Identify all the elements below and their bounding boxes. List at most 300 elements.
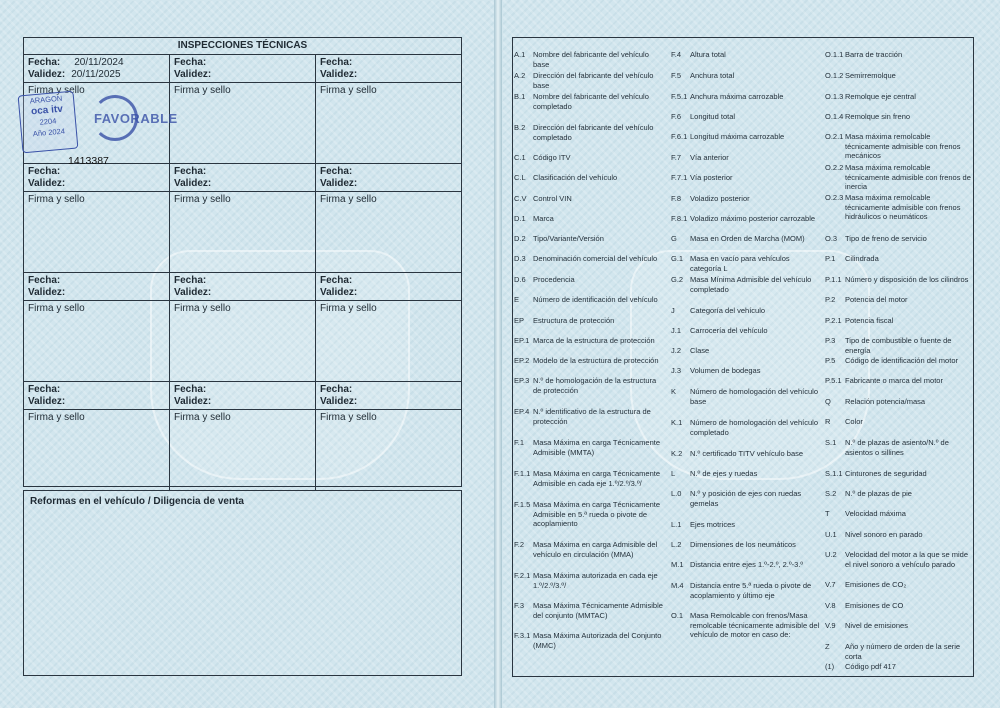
code-description: Distancia entre 5.ª rueda o pivote de acoplamiento y último eje bbox=[690, 581, 812, 600]
code-description: Velocidad máxima bbox=[845, 509, 906, 518]
code-description: Masa en vacío para vehículos categoría L bbox=[690, 254, 790, 273]
code-id: R bbox=[825, 417, 831, 426]
code-entry bbox=[824, 132, 975, 161]
code-entry bbox=[513, 601, 669, 620]
fecha-label: Fecha: bbox=[174, 275, 207, 286]
code-description: Número de homologación del vehículo base bbox=[690, 387, 818, 406]
code-id: P.2 bbox=[825, 295, 836, 304]
code-id: P.1.1 bbox=[825, 275, 842, 284]
code-description: Masa Remolcable con frenos/Masa remolcable técnicamente admisible del vehículo de motor en caso de: bbox=[690, 611, 820, 639]
firma-label: Firma y sello bbox=[320, 303, 377, 314]
code-id: T bbox=[825, 509, 830, 518]
code-id: F.4 bbox=[671, 50, 682, 59]
code-id: D.6 bbox=[514, 275, 526, 284]
code-entry bbox=[513, 173, 669, 183]
code-entry bbox=[670, 611, 823, 640]
code-description: Nombre del fabricante del vehículo base bbox=[533, 50, 649, 69]
code-description: Longitud máxima carrozable bbox=[690, 132, 785, 141]
code-entry bbox=[513, 469, 669, 488]
code-description: Denominación comercial del vehículo bbox=[533, 254, 658, 263]
code-entry bbox=[513, 540, 669, 559]
code-entry bbox=[824, 193, 975, 222]
code-description: Masa en Orden de Marcha (MOM) bbox=[690, 234, 805, 243]
validez-label: Validez: bbox=[320, 396, 358, 407]
code-entry bbox=[513, 376, 669, 395]
code-description: Distancia entre ejes 1.º-2.º, 2.º-3.º bbox=[690, 560, 804, 569]
code-description: Carrocería del vehículo bbox=[690, 326, 768, 335]
code-description: N.º de plazas de pie bbox=[845, 489, 912, 498]
code-id: E bbox=[514, 295, 520, 304]
stamp-number: 2204 bbox=[39, 116, 57, 127]
code-id: A.2 bbox=[514, 71, 526, 80]
code-description: Velocidad del motor a la que se mide el nivel sonoro a vehículo parado bbox=[845, 550, 968, 569]
validez-label: Validez: bbox=[320, 287, 358, 298]
code-description: N.º identificativo de la estructura de protección bbox=[533, 407, 651, 426]
stamp-result: FAVORABLE bbox=[94, 111, 178, 126]
code-description: Voladizo máximo posterior carrozable bbox=[690, 214, 816, 223]
inspection-cell bbox=[170, 164, 316, 272]
code-entry bbox=[670, 306, 823, 316]
code-description: Masa Máxima Autorizada del Conjunto (MMC) bbox=[533, 631, 662, 650]
code-id: F.8.1 bbox=[671, 214, 688, 223]
code-entry bbox=[670, 275, 823, 294]
code-description: Procedencia bbox=[533, 275, 575, 284]
code-entry bbox=[513, 295, 669, 305]
code-id: B.1 bbox=[514, 92, 526, 101]
code-description: Número y disposición de los cilindros bbox=[845, 275, 969, 284]
code-id: EP.1 bbox=[514, 336, 530, 345]
code-id: EP.2 bbox=[514, 356, 530, 365]
code-description: Volumen de bodegas bbox=[690, 366, 761, 375]
code-id: F.6 bbox=[671, 112, 682, 121]
code-description: Altura total bbox=[690, 50, 726, 59]
code-id: M.4 bbox=[671, 581, 684, 590]
firma-label: Firma y sello bbox=[320, 194, 377, 205]
fecha-label: Fecha: bbox=[28, 57, 61, 68]
code-entry bbox=[513, 254, 669, 264]
code-description: Dirección del fabricante del vehículo base bbox=[533, 71, 654, 90]
code-description: Masa Mínima Admisible del vehículo completado bbox=[690, 275, 812, 294]
code-description: Número de identificación del vehículo bbox=[533, 295, 658, 304]
code-id: F.1 bbox=[514, 438, 525, 447]
code-id: P.3 bbox=[825, 336, 836, 345]
code-entry bbox=[670, 71, 823, 81]
code-entry bbox=[824, 489, 975, 499]
code-entry bbox=[670, 489, 823, 508]
code-description: N.º de ejes y ruedas bbox=[690, 469, 758, 478]
firma-label: Firma y sello bbox=[174, 194, 231, 205]
code-entry bbox=[670, 366, 823, 376]
code-entry bbox=[670, 520, 823, 530]
stamp-reference: 1413387 bbox=[68, 155, 109, 167]
code-entry bbox=[513, 336, 669, 346]
code-description: Cinturones de seguridad bbox=[845, 469, 927, 478]
code-entry bbox=[670, 418, 823, 437]
code-description: Color bbox=[845, 417, 863, 426]
inspection-row bbox=[24, 55, 461, 167]
code-description: Barra de tracción bbox=[845, 50, 903, 59]
code-id: O.1.3 bbox=[825, 92, 844, 101]
code-description: Masa Máxima en carga Técnicamente Admisible en 5.ª rueda o pivote de acoplamiento bbox=[533, 500, 661, 528]
code-entry bbox=[513, 234, 669, 244]
code-id: V.8 bbox=[825, 601, 836, 610]
code-id: U.1 bbox=[825, 530, 837, 539]
code-entry bbox=[670, 153, 823, 163]
code-description: Estructura de protección bbox=[533, 316, 615, 325]
code-id: F.1.5 bbox=[514, 500, 531, 509]
code-description: Emisiones de CO₂ bbox=[845, 580, 907, 589]
code-id: F.8 bbox=[671, 194, 682, 203]
code-description: Código ITV bbox=[533, 153, 571, 162]
code-entry bbox=[670, 387, 823, 406]
code-description: Masa Máxima autorizada en cada eje 1.º/2.º/3.º/ bbox=[533, 571, 658, 590]
code-id: G.1 bbox=[671, 254, 684, 263]
stamp-region: ARAGON bbox=[29, 93, 63, 106]
code-id: O.1.4 bbox=[825, 112, 844, 121]
code-description: Masa Máxima Técnicamente Admisible del conjunto (MMTAC) bbox=[533, 601, 663, 620]
code-entry bbox=[824, 92, 975, 102]
code-id: F.7.1 bbox=[671, 173, 688, 182]
code-id: V.7 bbox=[825, 580, 836, 589]
code-description: Potencia fiscal bbox=[845, 316, 894, 325]
firma-label: Firma y sello bbox=[320, 412, 377, 423]
code-entry bbox=[824, 112, 975, 122]
code-id: O.2.2 bbox=[825, 163, 844, 172]
code-entry bbox=[824, 71, 975, 81]
code-id: F.3.1 bbox=[514, 631, 531, 640]
fecha-label: Fecha: bbox=[320, 166, 353, 177]
code-entry bbox=[513, 275, 669, 285]
inspection-cell bbox=[170, 382, 316, 491]
code-id: S.1.1 bbox=[825, 469, 843, 478]
code-entry bbox=[824, 642, 975, 661]
code-id: F.5 bbox=[671, 71, 682, 80]
firma-label: Firma y sello bbox=[174, 412, 231, 423]
code-description: Masa máxima remolcable técnicamente admisible con frenos de inercia bbox=[845, 163, 971, 191]
code-entry bbox=[824, 295, 975, 305]
code-id: F.7 bbox=[671, 153, 682, 162]
code-id: K.2 bbox=[671, 449, 683, 458]
code-id: O.1 bbox=[671, 611, 684, 620]
inspection-row bbox=[24, 164, 461, 273]
validez-label: Validez: bbox=[28, 396, 66, 407]
code-entry bbox=[670, 173, 823, 183]
code-description: Ejes motrices bbox=[690, 520, 736, 529]
fecha-label: Fecha: bbox=[28, 275, 61, 286]
fecha-value: 20/11/2024 bbox=[74, 57, 124, 68]
code-entry bbox=[670, 469, 823, 479]
reformas-box bbox=[23, 490, 462, 676]
code-entry bbox=[824, 234, 975, 244]
validez-label: Validez: bbox=[174, 396, 212, 407]
code-description: Tipo de freno de servicio bbox=[845, 234, 927, 243]
code-id: EP.3 bbox=[514, 376, 530, 385]
code-id: K bbox=[671, 387, 677, 396]
code-id: P.2.1 bbox=[825, 316, 842, 325]
code-entry bbox=[824, 356, 975, 366]
code-entry bbox=[670, 112, 823, 122]
code-id: F.5.1 bbox=[671, 92, 688, 101]
code-description: Clase bbox=[690, 346, 710, 355]
firma-label: Firma y sello bbox=[28, 85, 85, 96]
fecha-label: Fecha: bbox=[320, 57, 353, 68]
code-entry bbox=[824, 580, 975, 590]
code-id: C.V bbox=[514, 194, 527, 203]
code-id: P.1 bbox=[825, 254, 836, 263]
code-description: Tipo/Variante/Versión bbox=[533, 234, 604, 243]
code-description: Marca bbox=[533, 214, 554, 223]
code-description: Masa máxima remolcable técnicamente admisible con frenos hidráulicos o neumáticos bbox=[845, 193, 961, 221]
code-id: V.9 bbox=[825, 621, 836, 630]
code-entry bbox=[513, 407, 669, 426]
code-entry bbox=[824, 397, 975, 407]
code-entry bbox=[513, 356, 669, 366]
code-description: Marca de la estructura de protección bbox=[533, 336, 655, 345]
code-id: J bbox=[671, 306, 675, 315]
code-entry bbox=[824, 550, 975, 569]
code-entry bbox=[824, 336, 975, 355]
inspection-cell bbox=[316, 273, 461, 381]
code-description: Nombre del fabricante del vehículo completado bbox=[533, 92, 649, 111]
code-description: Masa Máxima en carga Técnicamente Admisible en cada eje 1.º/2.º/3.º/ bbox=[533, 469, 661, 488]
code-description: Dimensiones de los neumáticos bbox=[690, 540, 796, 549]
code-entry bbox=[670, 132, 823, 142]
code-id: O.1.1 bbox=[825, 50, 844, 59]
validez-label: Validez: bbox=[320, 69, 358, 80]
code-entry bbox=[824, 376, 975, 386]
fecha-label: Fecha: bbox=[174, 384, 207, 395]
code-id: O.1.2 bbox=[825, 71, 844, 80]
code-description: Longitud total bbox=[690, 112, 736, 121]
code-id: U.2 bbox=[825, 550, 837, 559]
code-entry bbox=[824, 662, 975, 672]
codes-legend bbox=[512, 37, 974, 677]
code-description: Potencia del motor bbox=[845, 295, 908, 304]
code-description: Vía posterior bbox=[690, 173, 733, 182]
code-entry bbox=[824, 50, 975, 60]
code-id: C.L bbox=[514, 173, 526, 182]
code-entry bbox=[670, 194, 823, 204]
code-description: Remolque sin freno bbox=[845, 112, 911, 121]
code-id: K.1 bbox=[671, 418, 683, 427]
code-id: L.0 bbox=[671, 489, 682, 498]
code-id: F.2.1 bbox=[514, 571, 531, 580]
code-entry bbox=[513, 71, 669, 90]
code-entry bbox=[824, 163, 975, 192]
page-fold bbox=[494, 0, 502, 708]
code-entry bbox=[513, 123, 669, 142]
inspection-cell bbox=[170, 55, 316, 163]
inspection-cell bbox=[170, 273, 316, 381]
code-id: J.3 bbox=[671, 366, 682, 375]
code-entry bbox=[824, 316, 975, 326]
validez-label: Validez: bbox=[174, 287, 212, 298]
code-id: P.5 bbox=[825, 356, 836, 365]
code-entry bbox=[824, 469, 975, 479]
validez-label: Validez: bbox=[174, 178, 212, 189]
code-description: Remolque eje central bbox=[845, 92, 916, 101]
code-description: Emisiones de CO bbox=[845, 601, 904, 610]
code-id: A.1 bbox=[514, 50, 526, 59]
code-description: Dirección del fabricante del vehículo completado bbox=[533, 123, 654, 142]
code-description: Código de identificación del motor bbox=[845, 356, 958, 365]
code-id: J.1 bbox=[671, 326, 682, 335]
validez-label: Validez: bbox=[28, 178, 66, 189]
inspection-cell bbox=[316, 382, 461, 491]
code-id: G bbox=[671, 234, 677, 243]
validez-label: Validez: bbox=[174, 69, 212, 80]
code-id: F.1.1 bbox=[514, 469, 531, 478]
validez-value: 20/11/2025 bbox=[71, 69, 121, 80]
inspecciones-title: INSPECCIONES TÉCNICAS bbox=[24, 38, 461, 55]
code-entry bbox=[670, 214, 823, 224]
inspection-cell bbox=[24, 382, 170, 491]
inspection-row bbox=[24, 382, 461, 491]
firma-label: Firma y sello bbox=[174, 303, 231, 314]
code-description: Tipo de combustible o fuente de energía bbox=[845, 336, 952, 355]
validez-label: Validez: bbox=[28, 287, 66, 298]
code-id: L bbox=[671, 469, 676, 478]
code-entry bbox=[513, 631, 669, 650]
code-entry bbox=[670, 581, 823, 600]
fecha-label: Fecha: bbox=[28, 384, 61, 395]
code-description: Cilindrada bbox=[845, 254, 879, 263]
code-id: S.2 bbox=[825, 489, 837, 498]
code-entry bbox=[824, 275, 975, 285]
code-entry bbox=[670, 346, 823, 356]
code-entry bbox=[513, 194, 669, 204]
code-description: N.º y posición de ejes con ruedas gemelas bbox=[690, 489, 802, 508]
validez-label: Validez: bbox=[28, 69, 66, 80]
fecha-label: Fecha: bbox=[174, 57, 207, 68]
code-entry bbox=[670, 254, 823, 273]
code-id: B.2 bbox=[514, 123, 526, 132]
code-entry bbox=[513, 50, 669, 69]
code-id: L.1 bbox=[671, 520, 682, 529]
code-description: Masa Máxima en carga Admisible del vehículo en circulación (MMA) bbox=[533, 540, 658, 559]
code-description: Masa máxima remolcable técnicamente admisible con frenos mecánicos bbox=[845, 132, 961, 160]
code-id: F.3 bbox=[514, 601, 525, 610]
validez-label: Validez: bbox=[320, 178, 358, 189]
code-entry bbox=[824, 509, 975, 519]
code-description: Voladizo posterior bbox=[690, 194, 750, 203]
code-entry bbox=[513, 438, 669, 457]
code-entry bbox=[824, 254, 975, 264]
code-description: Nivel sonoro en parado bbox=[845, 530, 923, 539]
fecha-label: Fecha: bbox=[320, 275, 353, 286]
inspecciones-table bbox=[23, 37, 462, 487]
firma-label: Firma y sello bbox=[28, 412, 85, 423]
code-description: Código pdf 417 bbox=[845, 662, 896, 671]
code-description: N.º de plazas de asiento/N.º de asientos o sillines bbox=[845, 438, 949, 457]
code-id: O.3 bbox=[825, 234, 838, 243]
code-description: Número de homologación del vehículo completado bbox=[690, 418, 818, 437]
code-id: Q bbox=[825, 397, 831, 406]
code-entry bbox=[513, 316, 669, 326]
code-id: M.1 bbox=[671, 560, 684, 569]
code-entry bbox=[670, 560, 823, 570]
code-entry bbox=[670, 540, 823, 550]
code-id: D.2 bbox=[514, 234, 526, 243]
fecha-label: Fecha: bbox=[174, 166, 207, 177]
code-description: N.º certificado TITV vehículo base bbox=[690, 449, 804, 458]
code-id: EP bbox=[514, 316, 525, 325]
code-id: C.1 bbox=[514, 153, 526, 162]
code-id: (1) bbox=[825, 662, 835, 671]
code-description: Anchura total bbox=[690, 71, 735, 80]
code-id: D.1 bbox=[514, 214, 526, 223]
code-description: Relación potencia/masa bbox=[845, 397, 926, 406]
firma-label: Firma y sello bbox=[174, 85, 231, 96]
code-description: Masa Máxima en carga Técnicamente Admisible (MMTA) bbox=[533, 438, 661, 457]
code-id: O.2.1 bbox=[825, 132, 844, 141]
code-id: L.2 bbox=[671, 540, 682, 549]
code-description: N.º de homologación de la estructura de protección bbox=[533, 376, 657, 395]
code-entry bbox=[670, 50, 823, 60]
code-id: EP.4 bbox=[514, 407, 530, 416]
code-id: F.2 bbox=[514, 540, 525, 549]
code-entry bbox=[824, 438, 975, 457]
code-entry bbox=[824, 530, 975, 540]
code-id: J.2 bbox=[671, 346, 682, 355]
code-entry bbox=[670, 326, 823, 336]
firma-label: Firma y sello bbox=[28, 303, 85, 314]
code-description: Fabricante o marca del motor bbox=[845, 376, 943, 385]
code-id: F.6.1 bbox=[671, 132, 688, 141]
code-id: Z bbox=[825, 642, 830, 651]
code-description: Nivel de emisiones bbox=[845, 621, 908, 630]
fecha-label: Fecha: bbox=[320, 384, 353, 395]
code-id: O.2.3 bbox=[825, 193, 844, 202]
code-description: Categoría del vehículo bbox=[690, 306, 766, 315]
code-id: G.2 bbox=[671, 275, 684, 284]
stamp-year: Año 2024 bbox=[32, 126, 66, 139]
code-description: Semirremolque bbox=[845, 71, 896, 80]
code-entry bbox=[670, 449, 823, 459]
code-id: D.3 bbox=[514, 254, 526, 263]
code-entry bbox=[513, 500, 669, 529]
inspection-row bbox=[24, 273, 461, 382]
inspection-cell bbox=[24, 55, 178, 167]
code-entry bbox=[670, 92, 823, 102]
reformas-title: Reformas en el vehículo / Diligencia de venta bbox=[30, 496, 244, 507]
code-entry bbox=[513, 214, 669, 224]
firma-label: Firma y sello bbox=[28, 194, 85, 205]
code-description: Control VIN bbox=[533, 194, 572, 203]
code-description: Modelo de la estructura de protección bbox=[533, 356, 659, 365]
code-entry bbox=[513, 153, 669, 163]
code-description: Vía anterior bbox=[690, 153, 729, 162]
code-entry bbox=[513, 571, 669, 590]
inspection-cell bbox=[24, 164, 170, 272]
code-description: Anchura máxima carrozable bbox=[690, 92, 784, 101]
itv-stamp bbox=[18, 91, 79, 154]
code-id: P.5.1 bbox=[825, 376, 842, 385]
code-description: Año y número de orden de la serie corta bbox=[845, 642, 961, 661]
stamp-brand: oca itv bbox=[30, 103, 64, 118]
code-entry bbox=[824, 601, 975, 611]
firma-label: Firma y sello bbox=[320, 85, 377, 96]
code-entry bbox=[824, 621, 975, 631]
code-id: S.1 bbox=[825, 438, 837, 447]
code-entry bbox=[824, 417, 975, 427]
inspection-cell bbox=[316, 55, 461, 163]
inspection-cell bbox=[316, 164, 461, 272]
code-entry bbox=[513, 92, 669, 111]
code-entry bbox=[670, 234, 823, 244]
inspection-cell bbox=[24, 273, 170, 381]
fecha-label: Fecha: bbox=[28, 166, 61, 177]
